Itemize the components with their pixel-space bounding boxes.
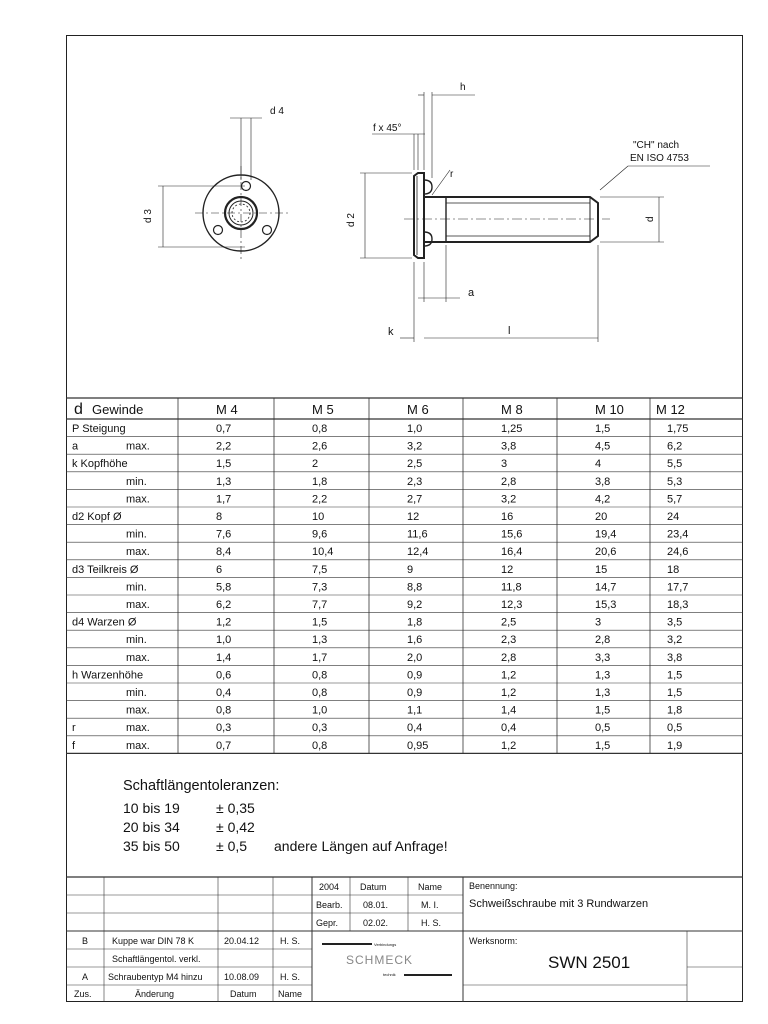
- tb-benennung: Schweißschraube mit 3 Rundwarzen: [469, 898, 649, 910]
- table-cell: 15,3: [595, 599, 617, 611]
- table-cell: 12,3: [501, 599, 523, 611]
- tb-name-header: Name: [418, 882, 443, 892]
- table-cell: 16,4: [501, 546, 523, 559]
- table-cell: 1,5: [595, 704, 611, 717]
- tolerance-title: Schaftlängentoleranzen:: [123, 778, 280, 794]
- table-cell: 1,2: [501, 739, 517, 752]
- table-cell: 0,8: [312, 669, 328, 682]
- table-cell: 24: [667, 511, 680, 523]
- table-header-gewinde: Gewinde: [92, 402, 144, 417]
- svg-text:technik: technik: [383, 972, 396, 977]
- table-row-name: d3 Teilkreis Ø: [72, 563, 139, 576]
- table-cell: 1,8: [407, 616, 423, 629]
- table-cell: 2,8: [595, 634, 611, 647]
- shaft-length-tolerances: [123, 777, 448, 856]
- table-cell: 3,8: [501, 440, 517, 453]
- table-cell: 2,7: [407, 493, 423, 506]
- table-cell: 2,5: [407, 458, 423, 471]
- rev-b-name: H. S.: [280, 936, 301, 946]
- table-cell: 18,3: [667, 599, 689, 611]
- rev-header-zus: Zus.: [74, 989, 92, 999]
- table-cell: 1,5: [216, 458, 232, 471]
- table-cell: 24,6: [667, 546, 689, 559]
- table-cell: 3: [501, 458, 508, 471]
- table-cell: 12,4: [407, 546, 429, 559]
- label-ch-line1: "CH" nach: [633, 140, 680, 151]
- table-row-sub: min.: [126, 475, 147, 488]
- table-cell: 1,1: [407, 704, 423, 717]
- table-cell: 4: [595, 458, 602, 471]
- table-cell: 9,2: [407, 599, 423, 611]
- table-row-sub: max.: [126, 704, 150, 717]
- table-cell: 1,5: [312, 616, 328, 629]
- table-cell: 0,9: [407, 687, 423, 699]
- table-cell: 9,6: [312, 528, 328, 541]
- table-cell: 1,6: [407, 634, 423, 647]
- tb-bearb-datum: 08.01.: [363, 900, 389, 910]
- table-cell: 2,6: [312, 440, 328, 453]
- tolerance-note: andere Längen auf Anfrage!: [274, 838, 448, 854]
- tb-werksnorm-label: Werksnorm:: [469, 936, 518, 946]
- table-cell: 2,0: [407, 651, 423, 664]
- table-cell: 0,4: [216, 687, 232, 699]
- table-cell: 0,4: [501, 722, 517, 735]
- rev-header-name: Name: [278, 989, 303, 999]
- table-cell: 2,5: [501, 616, 517, 629]
- table-cell: 0,9: [407, 669, 423, 682]
- svg-text:Verbindungs: Verbindungs: [374, 942, 397, 947]
- table-row-sub: max.: [126, 651, 150, 664]
- table-cell: 7,3: [312, 581, 328, 594]
- table-cell: 18: [667, 563, 680, 576]
- dimension-table: [66, 398, 743, 753]
- table-header-size: M 8: [501, 402, 523, 417]
- label-l: l: [508, 325, 511, 337]
- table-cell: 1,7: [312, 651, 328, 664]
- table-cell: 1,3: [216, 475, 232, 488]
- table-cell: 0,8: [312, 687, 328, 699]
- table-cell: 0,3: [312, 722, 328, 735]
- tolerance-row: 35 bis 50 ± 0,5 andere Längen auf Anfrage!: [123, 838, 448, 854]
- table-cell: 3,2: [501, 493, 517, 506]
- table-cell: 0,8: [312, 739, 328, 752]
- table-cell: 8,4: [216, 546, 232, 559]
- rev-a-zus: A: [82, 972, 89, 982]
- table-cell: 2,2: [312, 493, 328, 506]
- table-cell: 5,8: [216, 581, 232, 594]
- table-cell: 4,2: [595, 493, 611, 506]
- table-cell: 2,3: [407, 475, 423, 488]
- table-cell: 0,3: [216, 722, 232, 735]
- table-cell: 1,5: [595, 739, 611, 752]
- rev-a-aenderung: Schraubentyp M4 hinzu: [108, 972, 203, 982]
- table-header-size: M 5: [312, 402, 334, 417]
- company-logo: [322, 942, 452, 977]
- rev-header-aenderung: Änderung: [135, 989, 175, 999]
- table-cell: 7,5: [312, 563, 328, 576]
- table-cell: 2,8: [501, 475, 517, 488]
- table-cell: 3,8: [667, 651, 683, 664]
- table-cell: 0,8: [312, 423, 328, 435]
- table-header-size: M 12: [656, 402, 685, 417]
- rev-b-zus: B: [82, 936, 89, 946]
- rev-header-datum: Datum: [230, 989, 257, 999]
- table-cell: 1,3: [312, 634, 328, 647]
- label-a: a: [468, 287, 475, 299]
- table-cell: 10,4: [312, 546, 334, 559]
- tb-year: 2004: [319, 882, 340, 892]
- table-cell: 6: [216, 563, 223, 576]
- rev-b-datum: 20.04.12: [224, 936, 260, 946]
- table-cell: 1,5: [667, 687, 683, 699]
- label-d3: d 3: [143, 209, 154, 223]
- table-cell: 0,7: [216, 739, 232, 752]
- table-row-name: d2 Kopf Ø: [72, 511, 122, 523]
- table-row-sub: max.: [126, 440, 150, 453]
- table-cell: 1,2: [501, 687, 517, 699]
- table-cell: 15: [595, 563, 608, 576]
- table-cell: 0,8: [216, 704, 232, 717]
- table-cell: 1,8: [312, 475, 328, 488]
- table-cell: 20: [595, 511, 608, 523]
- table-cell: 6,2: [667, 440, 683, 453]
- table-cell: 8,8: [407, 581, 423, 594]
- table-row-sub: min.: [126, 528, 147, 541]
- table-cell: 0,5: [667, 722, 683, 735]
- table-row-sub: max.: [126, 546, 150, 559]
- table-cell: 1,4: [216, 651, 232, 664]
- table-cell: 14,7: [595, 581, 617, 594]
- label-ch-line2: EN ISO 4753: [630, 153, 689, 164]
- label-h: h: [460, 82, 466, 93]
- table-cell: 16: [501, 511, 514, 523]
- table-cell: 7,7: [312, 599, 328, 611]
- table-cell: 19,4: [595, 528, 617, 541]
- table-cell: 10: [312, 511, 325, 523]
- table-cell: 1,9: [667, 739, 683, 752]
- table-cell: 0,5: [595, 722, 611, 735]
- table-header-size: M 4: [216, 402, 238, 417]
- table-cell: 12: [501, 563, 514, 576]
- table-cell: 5,3: [667, 475, 683, 488]
- table-cell: 3,2: [407, 440, 423, 453]
- tb-bearb: Bearb.: [316, 900, 343, 910]
- table-row-sub: max.: [126, 599, 150, 611]
- table-cell: 1,75: [667, 423, 689, 435]
- table-row-sub: max.: [126, 722, 150, 735]
- table-cell: 11,6: [407, 528, 428, 541]
- label-d4: d 4: [270, 106, 284, 117]
- label-r: r: [450, 169, 454, 180]
- table-row-sub: max.: [126, 493, 150, 506]
- table-cell: 17,7: [667, 581, 689, 594]
- table-row-name: P Steigung: [72, 423, 126, 435]
- table-cell: 1,0: [312, 704, 328, 717]
- table-cell: 6,2: [216, 599, 232, 611]
- label-d: d: [645, 216, 656, 222]
- table-cell: 4,5: [595, 440, 611, 453]
- table-cell: 2,3: [501, 634, 517, 647]
- table-cell: 0,95: [407, 739, 429, 752]
- table-header-size: M 6: [407, 402, 429, 417]
- tb-gepr-datum: 02.02.: [363, 918, 389, 928]
- tolerance-row: 20 bis 34 ± 0,42: [123, 819, 255, 835]
- tb-werksnorm: SWN 2501: [548, 953, 631, 972]
- table-cell: 0,4: [407, 722, 423, 735]
- tb-bearb-name: M. I.: [421, 900, 439, 910]
- table-row-sub: max.: [126, 739, 150, 752]
- table-cell: 1,4: [501, 704, 517, 717]
- table-row-name: a: [72, 440, 79, 453]
- table-cell: 7,6: [216, 528, 232, 541]
- table-cell: 1,5: [667, 669, 683, 682]
- table-cell: 1,2: [216, 616, 232, 629]
- table-cell: 2: [312, 458, 319, 471]
- table-header-d: d: [74, 401, 83, 418]
- table-cell: 1,3: [595, 687, 611, 699]
- table-cell: 0,7: [216, 423, 232, 435]
- table-row-name: r: [72, 722, 76, 735]
- table-cell: 2,2: [216, 440, 232, 453]
- table-row-sub: min.: [126, 581, 147, 594]
- table-cell: 1,0: [407, 423, 423, 435]
- screw-side-view: [360, 92, 710, 342]
- table-cell: 3,8: [595, 475, 611, 488]
- svg-text:SCHMECK: SCHMECK: [346, 953, 414, 967]
- table-cell: 3,5: [667, 616, 683, 629]
- table-cell: 1,5: [595, 423, 611, 435]
- table-row-name: d4 Warzen Ø: [72, 616, 137, 629]
- table-cell: 20,6: [595, 546, 617, 559]
- rev-2-aenderung: Schaftlängentol. verkl.: [112, 954, 201, 964]
- label-d2: d 2: [346, 213, 357, 227]
- table-cell: 9: [407, 563, 414, 576]
- head-top-view: [158, 118, 290, 260]
- table-cell: 15,6: [501, 528, 523, 541]
- rev-a-datum: 10.08.09: [224, 972, 260, 982]
- table-cell: 1,3: [595, 669, 611, 682]
- table-cell: 1,25: [501, 423, 523, 435]
- table-cell: 12: [407, 511, 420, 523]
- tolerance-row: 10 bis 19 ± 0,35: [123, 800, 255, 816]
- rev-a-name: H. S.: [280, 972, 301, 982]
- table-cell: 1,7: [216, 493, 232, 506]
- tb-datum-header: Datum: [360, 882, 387, 892]
- table-cell: 23,4: [667, 528, 689, 541]
- table-cell: 2,8: [501, 651, 517, 664]
- table-row-name: f: [72, 739, 76, 752]
- table-cell: 5,7: [667, 493, 683, 506]
- table-cell: 1,8: [667, 704, 683, 717]
- table-cell: 1,2: [501, 669, 517, 682]
- label-k: k: [388, 326, 394, 338]
- label-f45: f x 45°: [373, 123, 402, 134]
- table-cell: 1,0: [216, 634, 232, 647]
- table-cell: 0,6: [216, 669, 232, 682]
- table-row-sub: min.: [126, 687, 147, 699]
- table-header-size: M 10: [595, 402, 624, 417]
- table-cell: 11,8: [501, 581, 522, 594]
- table-cell: 3: [595, 616, 602, 629]
- table-row-name: k Kopfhöhe: [72, 458, 128, 471]
- table-cell: 5,5: [667, 458, 683, 471]
- table-row-sub: min.: [126, 634, 147, 647]
- tb-benennung-label: Benennung:: [469, 881, 518, 891]
- table-cell: 8: [216, 511, 223, 523]
- table-cell: 3,2: [667, 634, 683, 647]
- rev-b-aenderung: Kuppe war DIN 78 K: [112, 936, 195, 946]
- table-row-name: h Warzenhöhe: [72, 669, 144, 682]
- tb-gepr-name: H. S.: [421, 918, 442, 928]
- table-cell: 3,3: [595, 651, 611, 664]
- tb-gepr: Gepr.: [316, 918, 339, 928]
